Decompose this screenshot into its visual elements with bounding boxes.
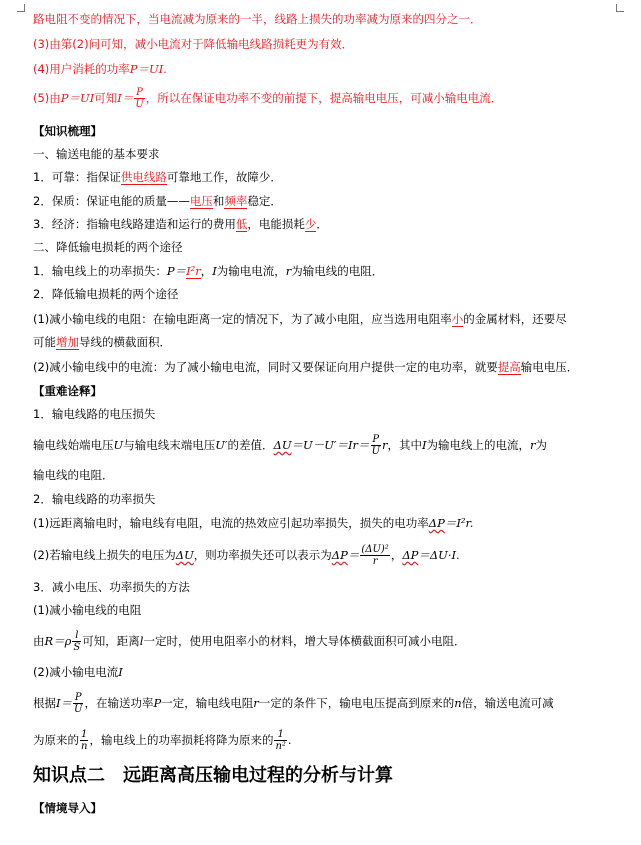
item-long-distance-loss: (1)远距离输电时，输电线有电阻，电流的热效应引起功率损失，损失的电功率ΔP＝I²r. [33,516,474,530]
fraction-1-over-n: $\frac{1}{n}$ [81,729,88,752]
formula-power-loss: (2)若输电线上损失的电压为ΔU，则功率损失还可以表示为ΔP＝ $\frac{\text{(ΔU)²}}{r}$ ，ΔP＝ΔU·I. [33,544,460,567]
subheading-requirements: 一、输送电能的基本要求 [33,147,160,161]
page-corner-mark-right [616,4,624,12]
item-two-ways: 2．降低输电损耗的两个途径 [33,287,179,301]
item-reliable: 1．可靠：指保证供电线路可靠地工作，故障少． [33,170,282,184]
item-power-loss: 1．输电线上的功率损失：P＝I²r，I为输电电流，r为输电线的电阻． [33,264,384,278]
section-title: 知识点二 远距离高压输电过程的分析与计算 [33,765,393,786]
item-power-loss-detail: 2．输电线路的功率损失 [33,492,156,506]
formula-voltage-loss-cont: 输电线的电阻． [33,468,114,482]
item-method-current: (2)减小输电电流I [33,665,123,679]
formula-current-cont: 为原来的 $\frac{1}{n}$ ，输电线上的功率损耗将降为原来的 $\frac{1}{\text{n²}}$ . [33,729,292,752]
fraction-1-over-n2: $\frac{1}{\text{n²}}$ [275,729,286,752]
fraction-p-over-u: $\frac{P}{U}$ [135,87,144,110]
item-reduce-resistance: (1)减小输电线的电阻：在输电距离一定的情况下，为了减小电阻，应当选用电阻率小的金属材料，还要尽 [33,312,567,326]
item-reduce-resistance-cont: 可能增加导线的横截面积． [33,335,171,349]
item-economy: 3．经济：指输电线路建造和运行的费用低，电能损耗少． [33,217,328,231]
answer-line-3: (3)由第(2)问可知，减小电流对于降低输电线路损耗更为有效． [33,37,354,51]
fraction-p-over-u: $\frac{P}{U}$ [74,692,83,715]
heading-knowledge: 【知识梳理】 [33,124,102,138]
formula-voltage-loss: 输电线始端电压U与输电线末端电压U′的差值．ΔU＝U－U′＝Ir＝ $\frac{P}{U}$ r，其中I为输电线上的电流，r为 [33,434,548,457]
answer-line-1: 路电阻不变的情况下，当电流减为原来的一半，线路上损失的功率减为原来的四分之一． [33,12,482,26]
subheading-loss-reduction: 二、降低输电损耗的两个途径 [33,240,183,254]
formula-resistance: 由R＝ρ $\frac{l}{S}$ 可知，距离l一定时，使用电阻率小的材料，增大导体横截面积可减小电阻． [33,630,466,653]
item-reduce-current: (2)减小输电线中的电流：为了减小输电电流，同时又要保证向用户提供一定的电功率，就要提高输电电压． [33,360,579,374]
heading-difficult: 【重难诠释】 [33,384,102,398]
item-quality: 2．保质：保证电能的质量——电压和频率稳定． [33,194,282,208]
fraction-du2-over-r: $\frac{\text{(ΔU)²}}{r}$ [361,544,389,567]
heading-intro: 【情境导入】 [33,801,102,815]
item-voltage-loss: 1．输电线路的电压损失 [33,407,156,421]
fraction-p-over-u: $\frac{P}{U}$ [371,434,380,457]
answer-line-5: (5)由P＝UI可知I＝ $\frac{P}{U}$ ，所以在保证电功率不变的前提下，提高输电电压，可减小输电电流． [33,87,503,110]
item-methods: 3．减小电压、功率损失的方法 [33,580,190,594]
fraction-l-over-s: $\frac{l}{S}$ [73,630,81,653]
formula-current: 根据I＝ $\frac{P}{U}$ ，在输送功率P一定，输电线电阻r一定的条件下，输电电压提高到原来的n倍，输送电流可减 [33,692,554,715]
page-corner-mark-left [17,4,25,12]
item-method-resistance: (1)减小输电线的电阻 [33,603,142,617]
answer-line-4: (4)用户消耗的功率P＝UI. [33,62,167,76]
